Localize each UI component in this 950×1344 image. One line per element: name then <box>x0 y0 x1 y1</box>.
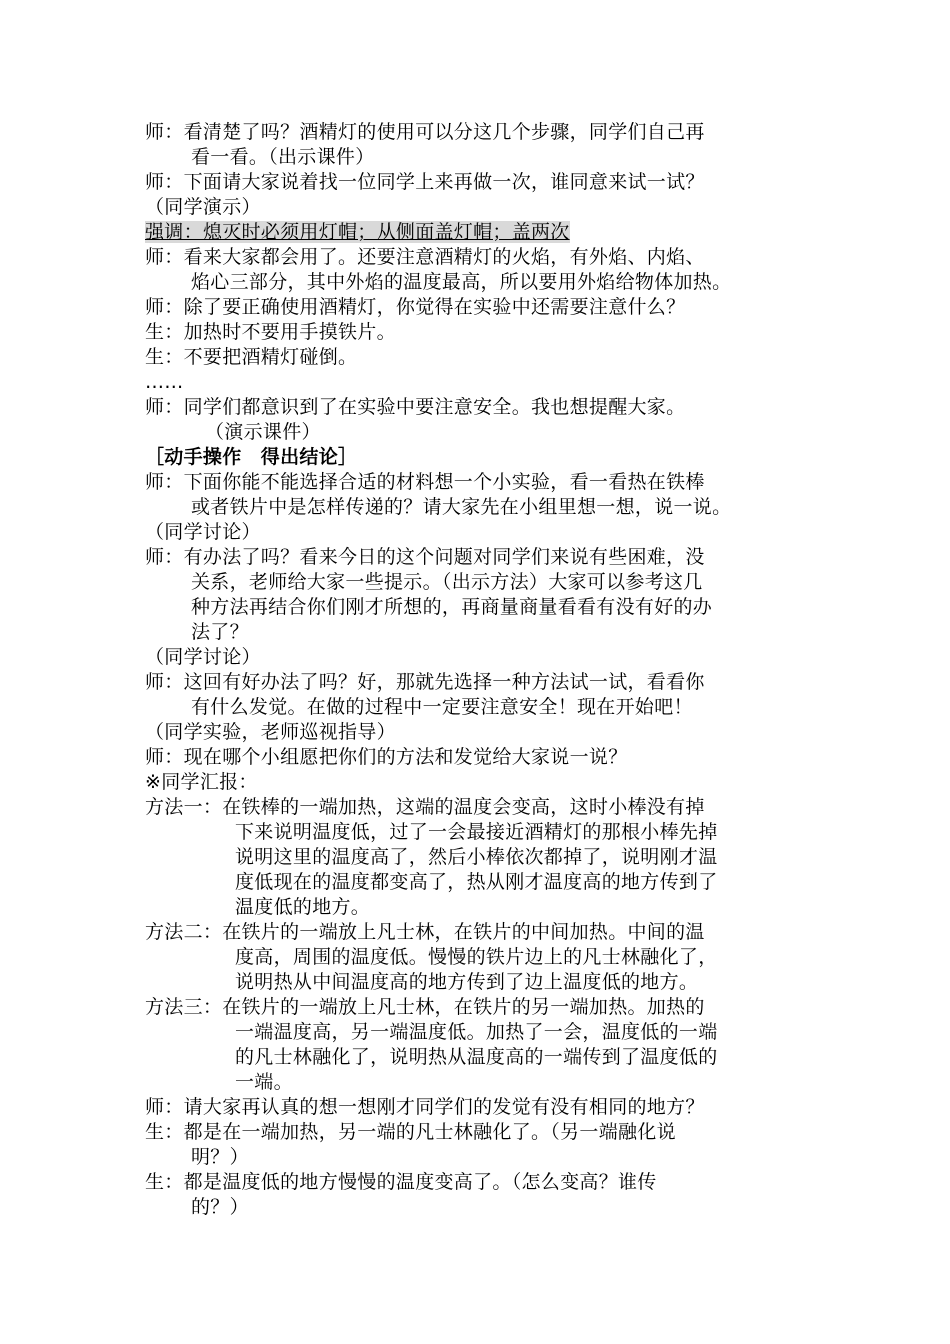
method-line: 的凡士林融化了，说明热从温度高的一端传到了温度低的 <box>235 1046 718 1068</box>
method-line: 一端。 <box>235 1071 293 1093</box>
line: 师：除了要正确使用酒精灯，你觉得在实验中还需要注意什么？ <box>145 296 686 318</box>
line: 法了？ <box>191 621 249 643</box>
line: 种方法再结合你们刚才所想的，再商量商量看看有没有好的办 <box>191 596 713 618</box>
line: （同学讨论） <box>145 521 261 543</box>
line: 关系，老师给大家一些提示。（出示方法）大家可以参考这几 <box>191 571 703 593</box>
line: 有什么发觉。在做的过程中一定要注意安全！现在开始吧！ <box>191 696 693 718</box>
line: 师：这回有好办法了吗？好，那就先选择一种方法试一试，看看你 <box>145 671 705 693</box>
method-line: 说明热从中间温度高的地方传到了边上温度低的地方。 <box>235 971 699 993</box>
ellipsis: …… <box>145 371 184 393</box>
line: ※同学汇报： <box>145 771 258 793</box>
document-body <box>145 120 825 1220</box>
section-heading: ［动手操作 得出结论］ <box>145 446 358 468</box>
line: 的？） <box>191 1196 249 1218</box>
emphasis-line: 强调：熄灭时必须用灯帽；从侧面盖灯帽；盖两次 <box>145 221 570 243</box>
line: 师：下面你能不能选择合适的材料想一个小实验，看一看热在铁棒 <box>145 471 705 493</box>
line: （同学演示） <box>145 196 261 218</box>
method-line: 度低现在的温度都变高了，热从刚才温度高的地方传到了 <box>235 871 718 893</box>
line: 师：同学们都意识到了在实验中要注意安全。我也想提醒大家。 <box>145 396 686 418</box>
line: 生：都是温度低的地方慢慢的温度变高了。（怎么变高？谁传 <box>145 1171 657 1193</box>
line: 师：下面请大家说着找一位同学上来再做一次，谁同意来试一试？ <box>145 171 705 193</box>
line: （同学讨论） <box>145 646 261 668</box>
method-line: 方法一：在铁棒的一端加热，这端的温度会变高，这时小棒没有掉 <box>145 796 705 818</box>
line: 生：都是在一端加热，另一端的凡士林融化了。（另一端融化说 <box>145 1121 676 1143</box>
line: 明？） <box>191 1146 249 1168</box>
method-line: 方法三：在铁片的一端放上凡士林，在铁片的另一端加热。加热的 <box>145 996 705 1018</box>
method-line: 方法二：在铁片的一端放上凡士林，在铁片的中间加热。中间的温 <box>145 921 705 943</box>
method-line: 度高，周围的温度低。慢慢的铁片边上的凡士林融化了， <box>235 946 718 968</box>
method-line: 下来说明温度低，过了一会最接近酒精灯的那根小棒先掉 <box>235 821 718 843</box>
line: 看一看。（出示课件） <box>191 146 375 168</box>
line: （演示课件） <box>205 421 321 443</box>
line: 师：现在哪个小组愿把你们的方法和发觉给大家说一说？ <box>145 746 628 768</box>
line: 师：有办法了吗？看来今日的这个问题对同学们来说有些困难，没 <box>145 546 705 568</box>
line: 焰心三部分，其中外焰的温度最高，所以要用外焰给物体加热。 <box>191 271 732 293</box>
method-line: 说明这里的温度高了，然后小棒依次都掉了，说明刚才温 <box>235 846 718 868</box>
line: 生：加热时不要用手摸铁片。 <box>145 321 396 343</box>
line: 师：看清楚了吗？酒精灯的使用可以分这几个步骤，同学们自己再 <box>145 121 705 143</box>
method-line: 一端温度高，另一端温度低。加热了一会，温度低的一端 <box>235 1021 718 1043</box>
line: 师：看来大家都会用了。还要注意酒精灯的火焰，有外焰、内焰、 <box>145 246 705 268</box>
line: 生：不要把酒精灯碰倒。 <box>145 346 358 368</box>
line: 或者铁片中是怎样传递的？请大家先在小组里想一想，说一说。 <box>191 496 732 518</box>
line: （同学实验，老师巡视指导） <box>145 721 396 743</box>
line: 师：请大家再认真的想一想刚才同学们的发觉有没有相同的地方？ <box>145 1096 705 1118</box>
method-line: 温度低的地方。 <box>235 896 371 918</box>
